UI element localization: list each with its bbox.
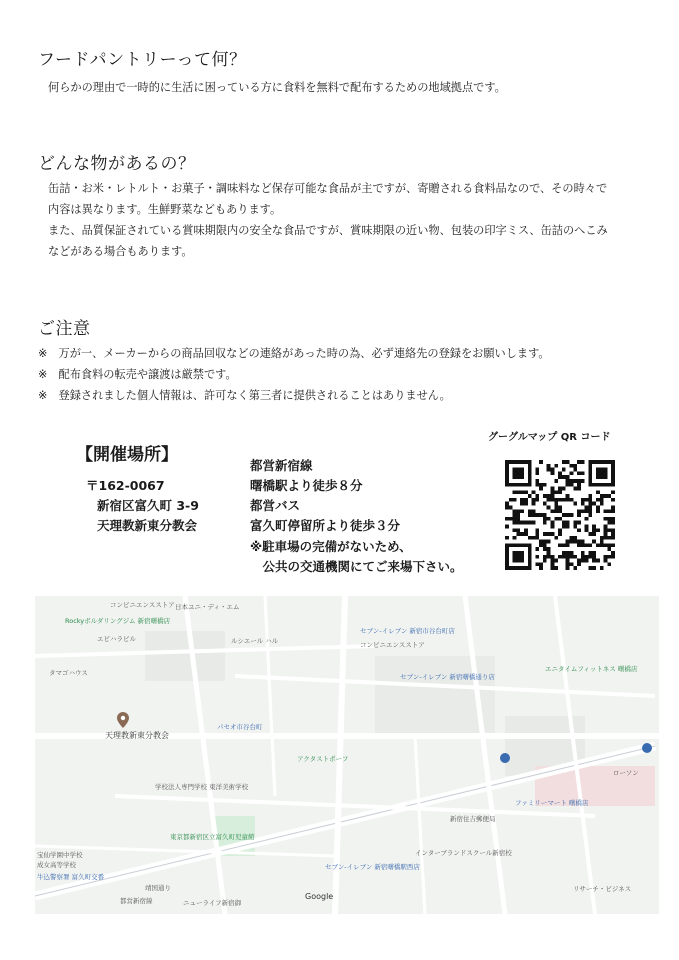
google-logo: Google [305, 892, 334, 901]
text-what-is: 何らかの理由で一時的に生活に困っている方に食料を無料で配布するための地域拠点です。 [48, 81, 506, 94]
map-label: 新宿住吉郵便局 [450, 815, 496, 823]
map-label: セブン-イレブン 新宿曙橋通り店 [400, 673, 495, 681]
map-label: コンビニエンスストア [360, 641, 425, 649]
map-label: ローソン [613, 769, 639, 777]
map-label: 日本ユニ・ディ・エム [175, 603, 240, 611]
heading-items: どんな物があるの？ [38, 154, 196, 174]
map-label-venue: 天理教新東分教会 [105, 731, 169, 740]
access-line-1: 都営新宿線 [250, 458, 313, 473]
map-label: 宝仙学園中学校 [37, 851, 83, 859]
text-items-line-2: 内容は異なります。生鮮野菜などもあります。 [48, 203, 282, 216]
map-label: インターブランドスクール新宿校 [415, 849, 512, 857]
venue-name: 天理教新東分教会 [97, 518, 198, 533]
map-label: 成女高等学校 [37, 861, 76, 869]
map[interactable] [35, 596, 659, 914]
access-line-5: ※駐車場の完備がないため、 [250, 539, 412, 554]
notice-item-2: ※ 配布食料の転売や譲渡は厳禁です。 [38, 368, 237, 381]
text-items-line-3: また、品質保証されている賞味期限内の安全な食品ですが、賞味期限の近い物、包装の印字ミス、缶詰のへこみ [48, 224, 608, 237]
access-line-4: 富久町停留所より徒歩３分 [250, 518, 401, 533]
map-label: コンビニエンスストア [110, 601, 175, 609]
map-label: タマゴハウス [49, 669, 88, 677]
text-items-line-4: などがある場合もあります。 [48, 245, 193, 258]
map-label: 都営新宿線 [120, 897, 153, 905]
venue-title: 【開催場所】 [76, 445, 178, 465]
notice-item-1: ※ 万が一、メーカーからの商品回収などの連絡があった時の為、必ず連絡先の登録をお願いします。 [38, 347, 550, 360]
venue-postal: 〒162-0067 [86, 478, 165, 493]
map-label: リサーチ・ビジネス [573, 885, 632, 893]
notice-item-3: ※ 登録されました個人情報は、許可なく第三者に提供されることはありません。 [38, 389, 451, 402]
map-label: 学校法人専門学校 東洋美術学校 [155, 783, 249, 791]
map-label: 牛込警察署 富久町交番 [37, 873, 105, 881]
map-label: ニューライフ新宿御 [183, 899, 242, 907]
heading-what-is: フードパントリーって何？ [38, 50, 247, 70]
map-label: ファミリーマート 曙橋店 [515, 799, 589, 807]
map-label: セブン-イレブン 新宿市谷台町店 [360, 627, 455, 635]
map-label: エビハラビル [97, 635, 136, 643]
venue-address: 新宿区富久町 3-9 [97, 498, 199, 513]
access-line-2: 曙橋駅より徒歩８分 [250, 478, 363, 493]
map-label: パセオ市谷台町 [217, 723, 263, 731]
qr-label: グーグルマップ QR コード [488, 432, 611, 443]
access-line-6: 公共の交通機関にてご来場下さい。 [250, 559, 463, 574]
access-line-3: 都営バス [250, 498, 301, 513]
map-label: ルシエール ハル [231, 637, 279, 645]
qr-code-icon[interactable] [505, 460, 615, 570]
location-pin-icon[interactable] [117, 712, 129, 728]
map-label: アクタストポーフ [297, 755, 349, 763]
map-label: 靖国通り [145, 884, 171, 892]
map-label: 東京都新宿区立富久町児童館 [170, 833, 255, 841]
text-items-line-1: 缶詰・お米・レトルト・お菓子・調味料など保存可能な食品が主ですが、寄贈される食料品なので、その時々で [48, 182, 608, 195]
map-label: セブン-イレブン 新宿曙橋駅西店 [325, 863, 420, 871]
map-label: Rockyボルダリングジム 新宿曙橋店 [65, 617, 171, 625]
heading-notice: ご注意 [38, 319, 91, 339]
map-label: エニタイムフィットネス 曙橋店 [545, 665, 638, 673]
